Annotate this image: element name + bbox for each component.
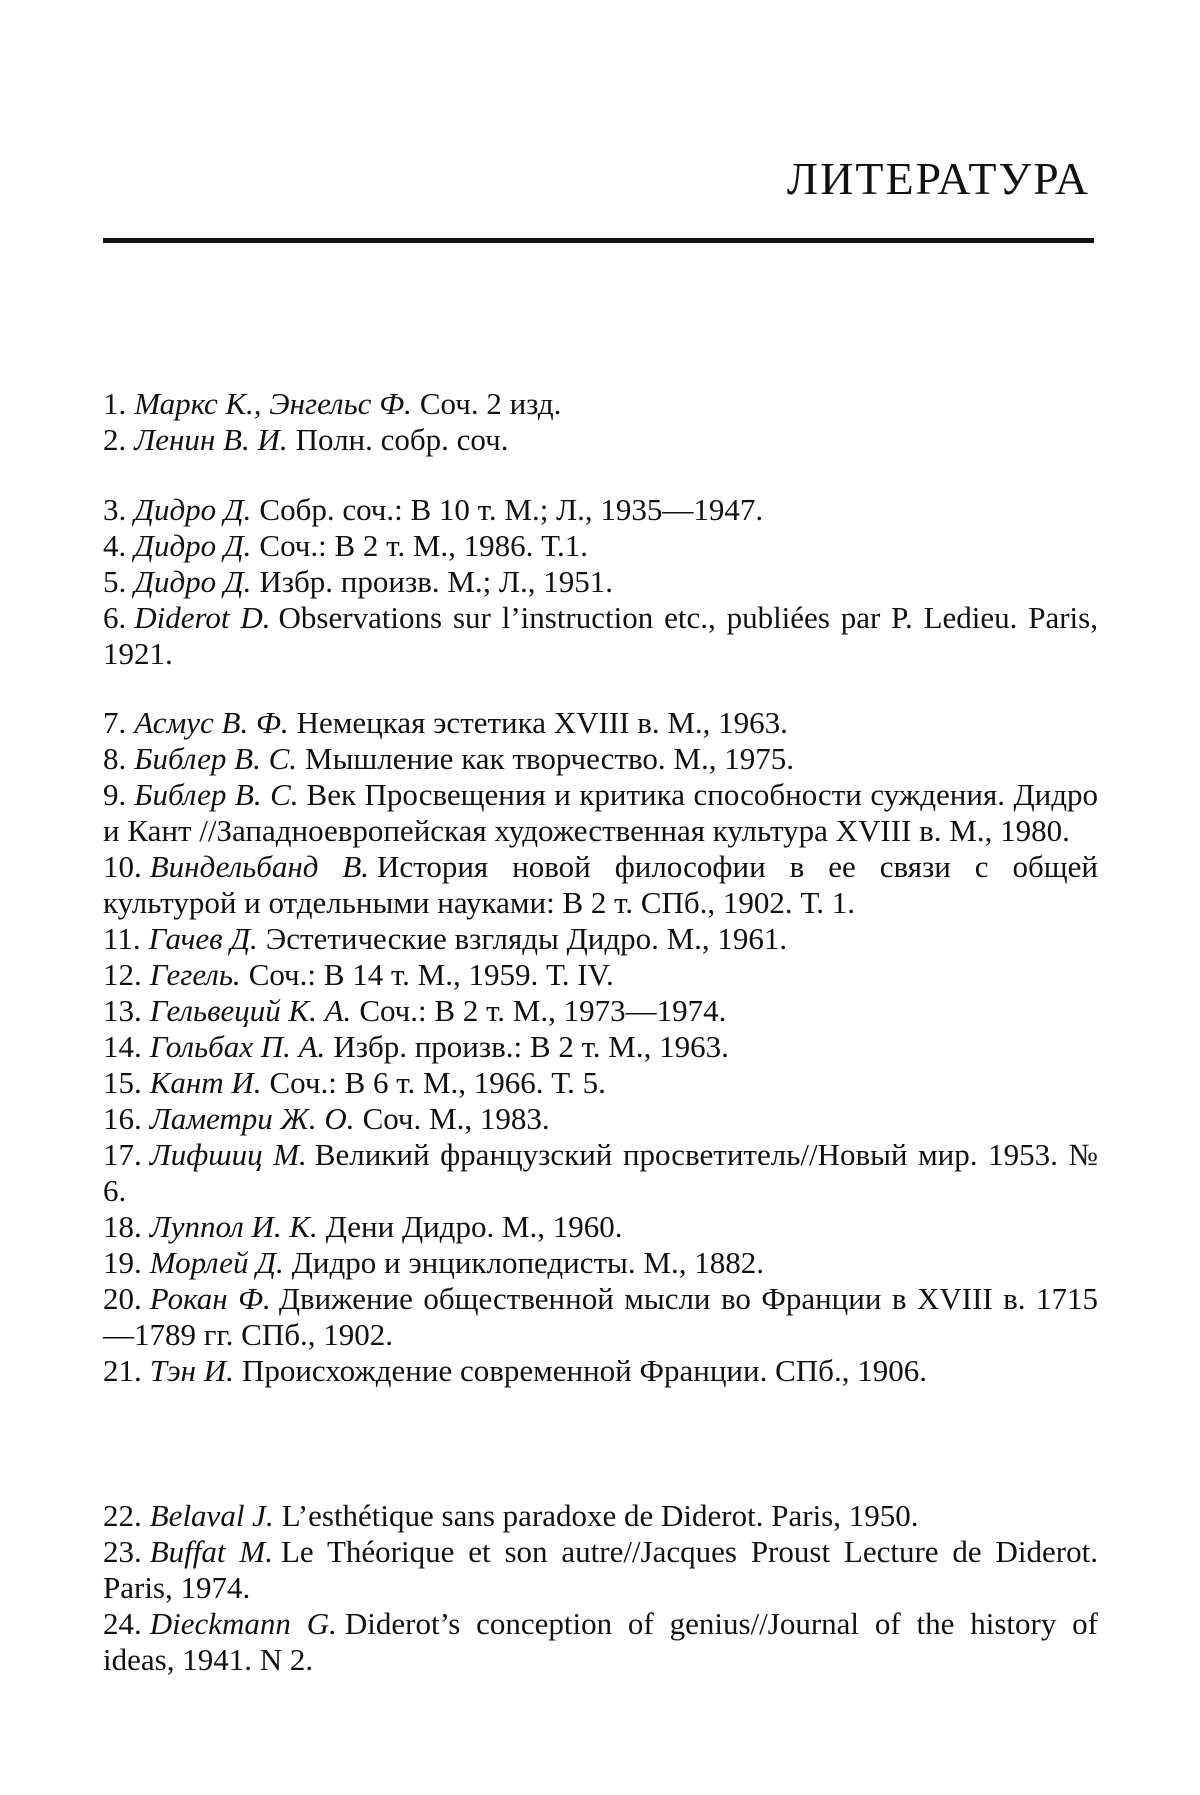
reference-author: Дидро Д.	[134, 492, 252, 527]
reference-item	[103, 849, 1098, 921]
reference-text: Diderot’s conception of genius//Journal of the history of ideas, 1941. N 2.	[103, 1606, 1098, 1677]
reference-author: Дидро Д.	[134, 564, 252, 599]
reference-number: 7.	[103, 705, 127, 740]
reference-group-primary-sources	[103, 386, 1098, 458]
reference-author: Гольбах П. А.	[149, 1029, 326, 1064]
title-divider	[103, 238, 1094, 243]
page-title: ЛИТЕРАТУРА	[786, 153, 1090, 204]
reference-item	[103, 564, 1098, 600]
reference-number: 16.	[103, 1101, 142, 1136]
reference-number: 11.	[103, 921, 141, 956]
reference-item	[103, 741, 1098, 777]
reference-text: L’esthétique sans paradoxe de Diderot. Paris, 1950.	[281, 1498, 919, 1533]
reference-author: Гегель.	[149, 957, 241, 992]
reference-number: 24.	[103, 1606, 142, 1641]
reference-text: Соч.: В 6 т. М., 1966. Т. 5.	[269, 1065, 606, 1100]
reference-text: Великий французский просветитель//Новый мир. 1953. № 6.	[103, 1137, 1098, 1208]
reference-author: Лифшиц М.	[149, 1137, 307, 1172]
reference-item	[103, 921, 1098, 957]
reference-author: Тэн И.	[149, 1353, 234, 1388]
reference-number: 14.	[103, 1029, 142, 1064]
reference-author: Маркс К., Энгельс Ф.	[134, 386, 412, 421]
reference-text: Избр. произв. М.; Л., 1951.	[259, 564, 614, 599]
reference-author: Луппол И. К.	[149, 1209, 318, 1244]
reference-author: Buffat M.	[149, 1534, 273, 1569]
reference-number: 9.	[103, 777, 127, 812]
reference-text: Собр. соч.: В 10 т. М.; Л., 1935—1947.	[259, 492, 764, 527]
reference-item	[103, 1281, 1098, 1353]
reference-item	[103, 777, 1098, 849]
reference-number: 12.	[103, 957, 142, 992]
reference-item	[103, 1498, 1098, 1534]
reference-number: 4.	[103, 528, 127, 563]
reference-author: Гачев Д.	[148, 921, 258, 956]
reference-item	[103, 705, 1098, 741]
reference-author: Библер В. С.	[134, 741, 298, 776]
reference-number: 18.	[103, 1209, 142, 1244]
reference-author: Diderot D.	[134, 600, 271, 635]
reference-item	[103, 1029, 1098, 1065]
reference-text: Соч. 2 изд.	[419, 386, 562, 421]
reference-text: Соч.: В 2 т. М., 1986. Т.1.	[259, 528, 589, 563]
reference-number: 22.	[103, 1498, 142, 1533]
reference-text: Дидро и энциклопедисты. М., 1882.	[291, 1245, 764, 1280]
reference-number: 5.	[103, 564, 127, 599]
reference-author: Асмус В. Ф.	[134, 705, 289, 740]
reference-number: 13.	[103, 993, 142, 1028]
reference-number: 3.	[103, 492, 127, 527]
reference-text: Немецкая эстетика XVIII в. М., 1963.	[296, 705, 788, 740]
reference-author: Ленин В. И.	[134, 422, 288, 457]
reference-item	[103, 422, 1098, 458]
reference-group-foreign-studies	[103, 1498, 1098, 1678]
reference-number: 19.	[103, 1245, 142, 1280]
reference-number: 8.	[103, 741, 127, 776]
reference-number: 23.	[103, 1534, 142, 1569]
reference-author: Виндельбанд В.	[149, 849, 370, 884]
reference-text: Le Théorique et son autre//Jacques Proust Lecture de Diderot. Paris, 1974.	[103, 1534, 1098, 1605]
reference-item	[103, 957, 1098, 993]
reference-item	[103, 993, 1098, 1029]
reference-text: Мышление как творчество. М., 1975.	[305, 741, 794, 776]
reference-text: Observations sur l’instruction etc., publiées par P. Ledieu. Paris, 1921.	[103, 600, 1098, 671]
reference-number: 1.	[103, 386, 127, 421]
reference-author: Belaval J.	[149, 1498, 274, 1533]
reference-text: Век Просвещения и критика способности суждения. Дидро и Кант //Западноевропейская художественная культура XVIII в. М., 1980.	[103, 777, 1098, 848]
reference-text: Движение общественной мысли во Франции в XVIII в. 1715—1789 гг. СПб., 1902.	[103, 1281, 1098, 1352]
reference-item	[103, 1353, 1098, 1389]
reference-item	[103, 1534, 1098, 1606]
reference-text: Соч.: В 14 т. М., 1959. Т. IV.	[248, 957, 614, 992]
reference-item	[103, 600, 1098, 672]
reference-item	[103, 1209, 1098, 1245]
reference-group-diderot-works	[103, 492, 1098, 672]
reference-number: 6.	[103, 600, 127, 635]
reference-text: Соч. М., 1983.	[362, 1101, 550, 1136]
reference-text: Избр. произв.: В 2 т. М., 1963.	[333, 1029, 729, 1064]
reference-item	[103, 1101, 1098, 1137]
reference-author: Морлей Д.	[149, 1245, 284, 1280]
reference-number: 15.	[103, 1065, 142, 1100]
reference-item	[103, 492, 1098, 528]
reference-item	[103, 1245, 1098, 1281]
reference-item	[103, 1137, 1098, 1209]
reference-text: Дени Дидро. М., 1960.	[325, 1209, 623, 1244]
reference-item	[103, 528, 1098, 564]
reference-author: Кант И.	[149, 1065, 262, 1100]
reference-number: 2.	[103, 422, 127, 457]
reference-number: 21.	[103, 1353, 142, 1388]
reference-item	[103, 1065, 1098, 1101]
reference-item	[103, 1606, 1098, 1678]
reference-number: 17.	[103, 1137, 142, 1172]
reference-text: Происхождение современной Франции. СПб., 1906.	[241, 1353, 927, 1388]
reference-text: Эстетические взгляды Дидро. М., 1961.	[265, 921, 788, 956]
reference-item	[103, 386, 1098, 422]
reference-author: Dieckmann G.	[149, 1606, 337, 1641]
reference-number: 20.	[103, 1281, 142, 1316]
reference-author: Рокан Ф.	[149, 1281, 271, 1316]
reference-author: Библер В. С.	[134, 777, 299, 812]
reference-number: 10.	[103, 849, 142, 884]
reference-author: Ламетри Ж. О.	[149, 1101, 355, 1136]
reference-author: Дидро Д.	[134, 528, 252, 563]
reference-text: Соч.: В 2 т. М., 1973—1974.	[359, 993, 727, 1028]
reference-group-russian-studies	[103, 705, 1098, 1389]
reference-author: Гельвеций К. А.	[149, 993, 352, 1028]
reference-text: История новой философии в ее связи с общей культурой и отдельными науками: В 2 т. СПб., 1902. Т. 1.	[103, 849, 1098, 920]
reference-text: Полн. собр. соч.	[295, 422, 509, 457]
